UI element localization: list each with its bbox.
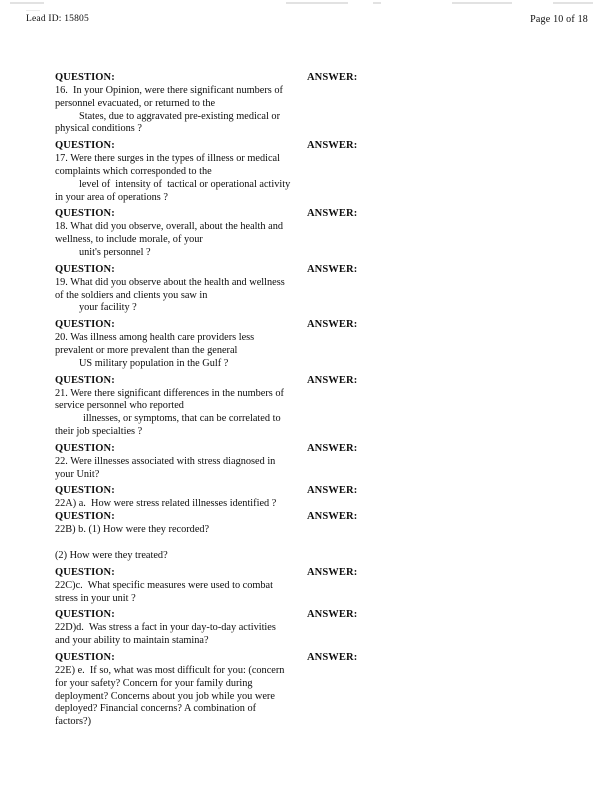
qa-block-q22 (0, 443, 612, 482)
qa-header (55, 208, 594, 221)
scan-artifact (452, 2, 512, 4)
scan-artifact (286, 2, 348, 4)
qa-header (55, 140, 594, 153)
question-line: deployment? Concerns about you job while you were (55, 690, 275, 702)
answer-label: ANSWER: (307, 442, 358, 454)
question-line: US military population in the Gulf ? (79, 357, 229, 369)
qa-header (55, 375, 594, 388)
question-line: 22D)d. Was stress a fact in your day-to-day activities (55, 622, 276, 634)
question-line: of the soldiers and clients you saw in (55, 289, 208, 301)
page-number-label: Page 10 of 18 (530, 14, 588, 25)
qa-block-q16 (0, 72, 612, 136)
question-line: your Unit? (55, 468, 100, 480)
qa-header (55, 511, 594, 524)
question-text-q20 (55, 332, 300, 370)
question-line: for your safety? Concern for your family during (55, 677, 253, 689)
qa-header (55, 567, 594, 580)
question-line: 20. Was illness among health care providers less (55, 332, 255, 344)
question-text-q22d (55, 622, 300, 648)
qa-header (55, 609, 594, 622)
question-label: QUESTION: (55, 609, 115, 621)
questionnaire-body (0, 72, 612, 729)
question-line: physical conditions ? (55, 123, 142, 135)
question-line: in your area of operations ? (55, 191, 168, 203)
question-label: QUESTION: (55, 566, 115, 578)
question-label: QUESTION: (55, 72, 115, 83)
qa-block-q22d (0, 609, 612, 648)
question-line: States, due to aggravated pre-existing medical or (79, 110, 281, 122)
qa-block-q18 (0, 208, 612, 259)
question-text-q21 (55, 388, 300, 439)
question-text-q22 (55, 456, 300, 482)
question-text-q19 (55, 277, 300, 315)
qa-header (55, 264, 594, 277)
qa-header (55, 319, 594, 332)
qa-block-q17 (0, 140, 612, 204)
answer-label: ANSWER: (307, 72, 358, 83)
lead-id-label: Lead ID: 15805 (26, 14, 89, 24)
question-line: illnesses, or symptoms, that can be correlated to (83, 413, 281, 425)
question-text-q22e (55, 665, 300, 729)
question-line: their job specialties ? (55, 425, 143, 437)
answer-label: ANSWER: (307, 511, 358, 523)
qa-header (55, 652, 594, 665)
question-line: 22A) a. How were stress related illnesses identified ? (55, 498, 277, 510)
question-line: level of intensity of tactical or operational activity (79, 178, 291, 190)
answer-label: ANSWER: (307, 485, 358, 497)
question-line: wellness, to include morale, of your (55, 234, 203, 246)
question-line: factors?) (55, 716, 92, 728)
qa-header (55, 443, 594, 456)
answer-label: ANSWER: (307, 374, 358, 386)
answer-label: ANSWER: (307, 140, 358, 152)
scan-artifact (10, 2, 44, 4)
question-line: 22. Were illnesses associated with stress diagnosed in (55, 455, 276, 467)
scan-artifact (26, 10, 40, 11)
question-line: unit's personnel ? (79, 246, 151, 258)
question-label: QUESTION: (55, 208, 115, 220)
answer-label: ANSWER: (307, 319, 358, 331)
qa-block-q22c (0, 567, 612, 606)
question-text-q22a (55, 498, 300, 511)
question-line: 18. What did you observe, overall, about the health and (55, 221, 283, 233)
question-line: 22E) e. If so, what was most difficult for you: (concern (55, 664, 285, 676)
qa-block-q19 (0, 264, 612, 315)
qa-header (55, 485, 594, 498)
spacer (0, 537, 612, 550)
question-line: personnel evacuated, or returned to the (55, 97, 216, 109)
qa-block-q21 (0, 375, 612, 439)
question-label: QUESTION: (55, 511, 115, 523)
answer-label: ANSWER: (307, 566, 358, 578)
question-line: 22B) b. (1) How were they recorded? (55, 524, 210, 536)
question-text-q22c (55, 580, 300, 606)
question-line: complaints which corresponded to the (55, 165, 212, 177)
question-line: service personnel who reported (55, 400, 184, 412)
question-line: prevalent or more prevalent than the general (55, 344, 238, 356)
qa-block-q22a (0, 485, 612, 511)
scan-artifact (373, 2, 381, 4)
followup-question-2: (2) How were they treated? (55, 549, 168, 561)
question-label: QUESTION: (55, 319, 115, 331)
question-line: 22C)c. What specific measures were used to combat (55, 579, 273, 591)
question-label: QUESTION: (55, 442, 115, 454)
question-line: your facility ? (79, 302, 137, 314)
qa-block-q20 (0, 319, 612, 370)
answer-label: ANSWER: (307, 651, 358, 663)
question-line: deployed? Financial concerns? A combination of (55, 703, 257, 715)
answer-label: ANSWER: (307, 263, 358, 275)
question-label: QUESTION: (55, 485, 115, 497)
question-line: 21. Were there significant differences in the numbers of (55, 387, 284, 399)
qa-block-q22b (0, 511, 612, 537)
question-text-q17 (55, 153, 300, 204)
question-label: QUESTION: (55, 651, 115, 663)
question-line: 19. What did you observe about the health and wellness (55, 276, 285, 288)
question-line: 17. Were there surges in the types of illness or medical (55, 153, 280, 165)
running-head (0, 14, 612, 30)
question-text-q18 (55, 221, 300, 259)
answer-label: ANSWER: (307, 609, 358, 621)
question-text-q16 (55, 85, 300, 136)
scan-artifact (553, 2, 593, 4)
question-line: stress in your unit ? (55, 592, 136, 604)
question-line: 16. In your Opinion, were there significant numbers of (55, 85, 283, 96)
qa-header (55, 72, 594, 85)
qa-block-q22e (0, 652, 612, 729)
question-line: and your ability to maintain stamina? (55, 635, 209, 647)
answer-label: ANSWER: (307, 208, 358, 220)
question-label: QUESTION: (55, 374, 115, 386)
question-label: QUESTION: (55, 263, 115, 275)
question-text-q22b (55, 524, 300, 537)
question-label: QUESTION: (55, 140, 115, 152)
